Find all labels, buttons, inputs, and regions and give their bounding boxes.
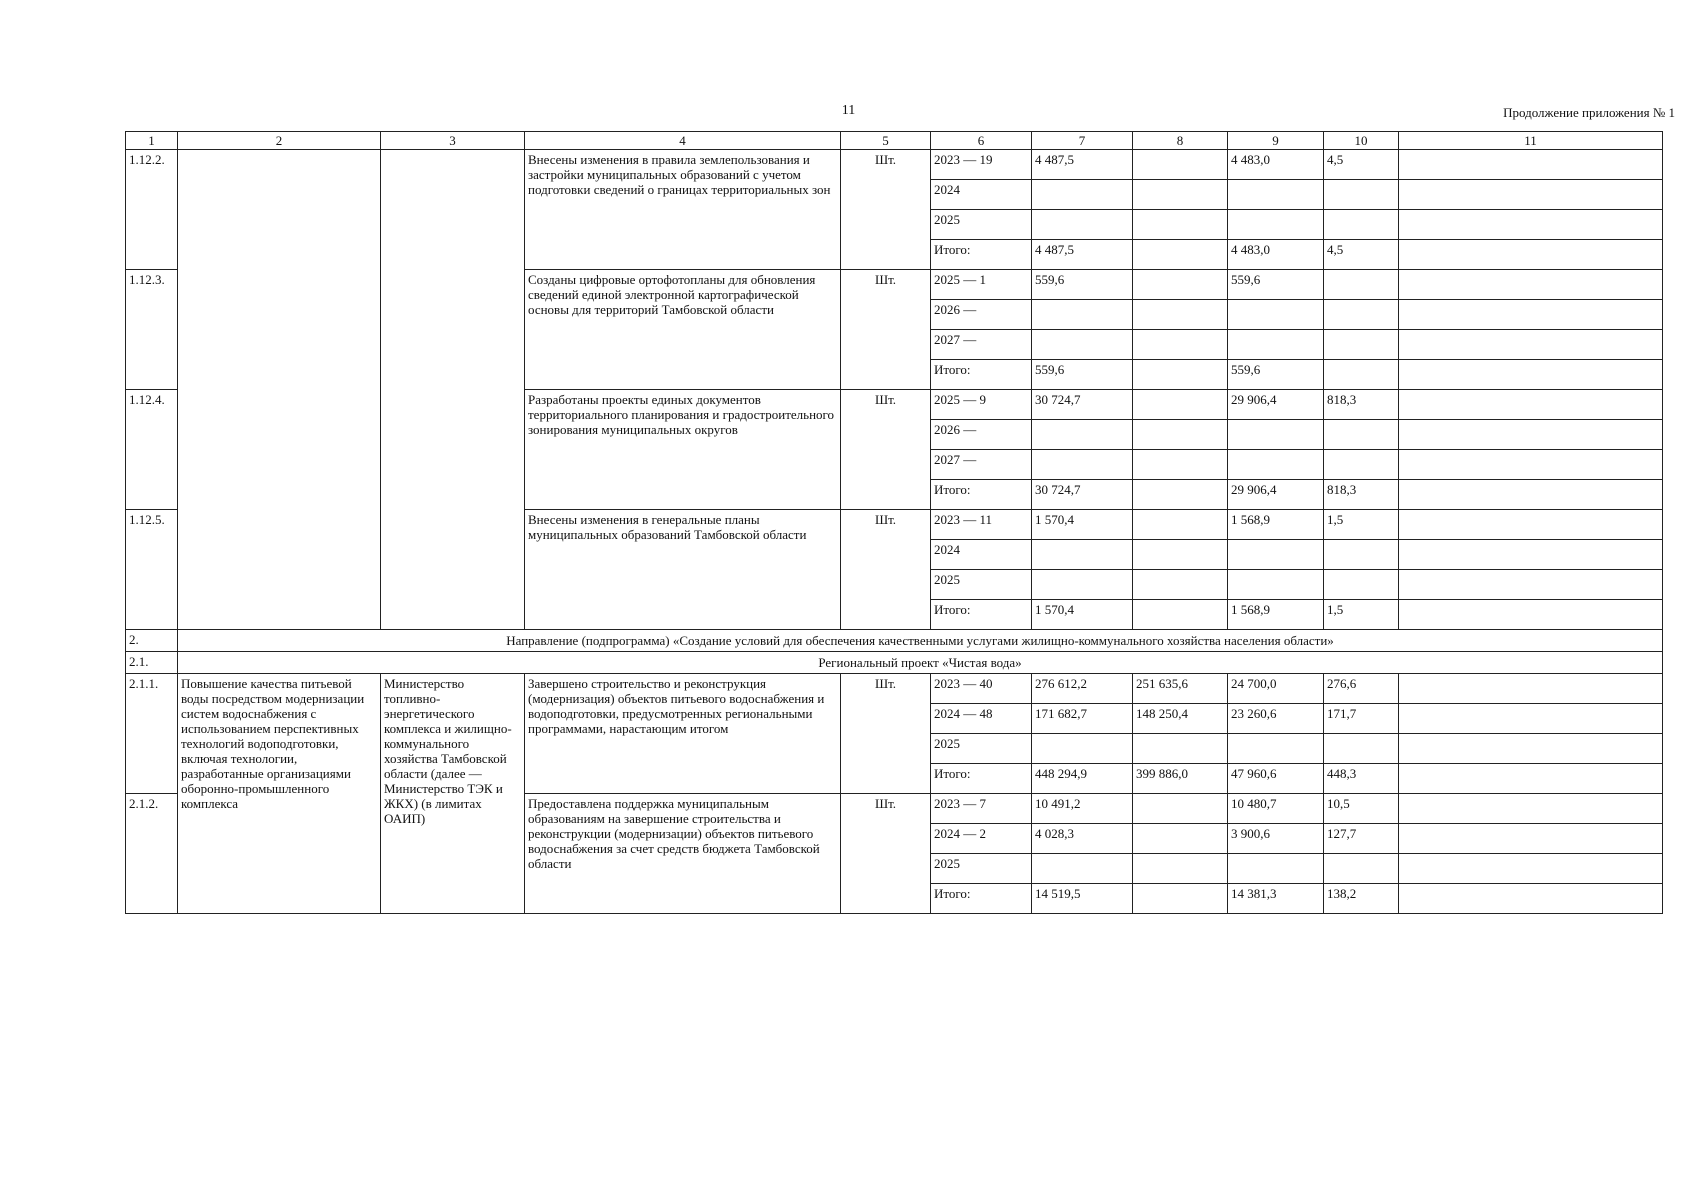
value-cell [1324, 210, 1399, 240]
value-cell: 276 612,2 [1032, 674, 1133, 704]
value-cell [1324, 450, 1399, 480]
table-row [126, 150, 1663, 180]
column-header: 1 [126, 132, 178, 150]
section-number: 2. [126, 630, 178, 652]
value-cell [1228, 180, 1324, 210]
event-name: Повышение качества питьевой воды посредством модернизации систем водоснабжения с использованием перспективных технологий водоподготовки, включая технологии, разработанные организациями оборонно-промышленного комплекса [178, 674, 381, 914]
value-cell [1133, 884, 1228, 914]
column-header: 7 [1032, 132, 1133, 150]
value-cell: 399 886,0 [1133, 764, 1228, 794]
col11-cell [1399, 734, 1663, 764]
value-cell: 4 483,0 [1228, 240, 1324, 270]
col11-cell [1399, 480, 1663, 510]
value-cell [1228, 300, 1324, 330]
value-cell [1133, 540, 1228, 570]
value-cell: 559,6 [1032, 270, 1133, 300]
row-number: 1.12.4. [126, 390, 178, 510]
year-cell: 2024 — 2 [931, 824, 1032, 854]
year-cell: 2025 — 9 [931, 390, 1032, 420]
value-cell: 29 906,4 [1228, 390, 1324, 420]
col11-cell [1399, 450, 1663, 480]
value-cell: 14 381,3 [1228, 884, 1324, 914]
col3-cell [381, 150, 525, 630]
value-cell: 3 900,6 [1228, 824, 1324, 854]
value-cell [1032, 180, 1133, 210]
year-cell: 2026 — [931, 420, 1032, 450]
value-cell [1324, 330, 1399, 360]
value-cell [1133, 300, 1228, 330]
result-description: Созданы цифровые ортофотопланы для обновления сведений единой электронной картографической основы для территорий Тамбовской области [525, 270, 841, 390]
value-cell [1133, 270, 1228, 300]
col11-cell [1399, 510, 1663, 540]
col11-cell [1399, 330, 1663, 360]
value-cell [1133, 210, 1228, 240]
value-cell: 29 906,4 [1228, 480, 1324, 510]
col11-cell [1399, 390, 1663, 420]
year-cell: 2025 [931, 734, 1032, 764]
col11-cell [1399, 854, 1663, 884]
value-cell: 4 028,3 [1032, 824, 1133, 854]
col11-cell [1399, 540, 1663, 570]
unit-cell: Шт. [841, 270, 931, 390]
year-cell: Итого: [931, 600, 1032, 630]
year-cell: 2023 — 40 [931, 674, 1032, 704]
value-cell [1228, 734, 1324, 764]
result-description: Внесены изменения в генеральные планы муниципальных образований Тамбовской области [525, 510, 841, 630]
col11-cell [1399, 794, 1663, 824]
unit-cell: Шт. [841, 674, 931, 794]
year-cell: 2024 [931, 540, 1032, 570]
column-header: 2 [178, 132, 381, 150]
value-cell [1228, 420, 1324, 450]
col11-cell [1399, 210, 1663, 240]
value-cell: 10 480,7 [1228, 794, 1324, 824]
column-header: 6 [931, 132, 1032, 150]
year-cell: Итого: [931, 240, 1032, 270]
value-cell [1228, 330, 1324, 360]
unit-cell: Шт. [841, 794, 931, 914]
col11-cell [1399, 360, 1663, 390]
column-header-row [126, 132, 1663, 150]
col11-cell [1399, 570, 1663, 600]
year-cell: Итого: [931, 480, 1032, 510]
col11-cell [1399, 240, 1663, 270]
col11-cell [1399, 270, 1663, 300]
value-cell [1032, 734, 1133, 764]
col11-cell [1399, 150, 1663, 180]
value-cell [1032, 450, 1133, 480]
result-description: Разработаны проекты единых документов территориального планирования и градостроительного зонирования муниципальных округов [525, 390, 841, 510]
value-cell: 448,3 [1324, 764, 1399, 794]
value-cell: 4,5 [1324, 240, 1399, 270]
value-cell [1228, 854, 1324, 884]
value-cell [1133, 734, 1228, 764]
year-cell: 2025 [931, 210, 1032, 240]
result-description: Предоставлена поддержка муниципальным образованиям на завершение строительства и реконструкции (модернизации) объектов питьевого водоснабжения за счет средств бюджета Тамбовской области [525, 794, 841, 914]
column-header: 11 [1399, 132, 1663, 150]
year-cell: 2027 — [931, 450, 1032, 480]
col11-cell [1399, 180, 1663, 210]
result-description: Завершено строительство и реконструкция (модернизация) объектов питьевого водоснабжения и водоподготовки, предусмотренных региональными программами, нарастающим итогом [525, 674, 841, 794]
value-cell [1133, 600, 1228, 630]
value-cell [1133, 360, 1228, 390]
value-cell: 559,6 [1228, 360, 1324, 390]
value-cell [1324, 360, 1399, 390]
col2-cell [178, 150, 381, 630]
value-cell [1133, 570, 1228, 600]
value-cell [1133, 420, 1228, 450]
value-cell: 1 570,4 [1032, 510, 1133, 540]
year-cell: 2024 — 48 [931, 704, 1032, 734]
value-cell: 559,6 [1032, 360, 1133, 390]
value-cell [1324, 270, 1399, 300]
value-cell: 10,5 [1324, 794, 1399, 824]
value-cell [1324, 180, 1399, 210]
value-cell [1032, 854, 1133, 884]
result-description: Внесены изменения в правила землепользования и застройки муниципальных образований с учетом подготовки сведений о границах территориальных зон [525, 150, 841, 270]
value-cell: 448 294,9 [1032, 764, 1133, 794]
value-cell: 23 260,6 [1228, 704, 1324, 734]
value-cell [1228, 570, 1324, 600]
value-cell [1133, 390, 1228, 420]
section-number: 2.1. [126, 652, 178, 674]
column-header: 5 [841, 132, 931, 150]
row-number: 2.1.2. [126, 794, 178, 914]
value-cell [1133, 240, 1228, 270]
direction-title: Направление (подпрограмма) «Создание условий для обеспечения качественными услугами жилищно-коммунального хозяйства населения области» [178, 630, 1663, 652]
row-number: 1.12.5. [126, 510, 178, 630]
value-cell [1133, 854, 1228, 884]
value-cell: 276,6 [1324, 674, 1399, 704]
value-cell [1324, 854, 1399, 884]
value-cell [1133, 180, 1228, 210]
value-cell [1324, 734, 1399, 764]
value-cell [1324, 300, 1399, 330]
column-header: 8 [1133, 132, 1228, 150]
col11-cell [1399, 884, 1663, 914]
value-cell [1324, 570, 1399, 600]
year-cell: 2023 — 19 [931, 150, 1032, 180]
value-cell: 148 250,4 [1133, 704, 1228, 734]
col11-cell [1399, 300, 1663, 330]
year-cell: 2025 [931, 854, 1032, 884]
value-cell: 1 568,9 [1228, 600, 1324, 630]
value-cell: 30 724,7 [1032, 390, 1133, 420]
value-cell [1133, 330, 1228, 360]
value-cell: 24 700,0 [1228, 674, 1324, 704]
col11-cell [1399, 420, 1663, 450]
col11-cell [1399, 764, 1663, 794]
regional-project-title-row [126, 652, 1663, 674]
table-row [126, 674, 1663, 704]
year-cell: Итого: [931, 360, 1032, 390]
direction-title-row [126, 630, 1663, 652]
value-cell [1133, 480, 1228, 510]
value-cell [1324, 540, 1399, 570]
row-number: 2.1.1. [126, 674, 178, 794]
value-cell: 4 483,0 [1228, 150, 1324, 180]
value-cell: 1,5 [1324, 600, 1399, 630]
value-cell [1133, 450, 1228, 480]
unit-cell: Шт. [841, 390, 931, 510]
row-number: 1.12.3. [126, 270, 178, 390]
column-header: 9 [1228, 132, 1324, 150]
col11-cell [1399, 824, 1663, 854]
column-header: 3 [381, 132, 525, 150]
value-cell [1228, 450, 1324, 480]
page-number: 11 [841, 103, 856, 118]
year-cell: 2023 — 7 [931, 794, 1032, 824]
value-cell: 559,6 [1228, 270, 1324, 300]
appendix-table [125, 131, 1663, 914]
col11-cell [1399, 600, 1663, 630]
column-header: 10 [1324, 132, 1399, 150]
value-cell: 47 960,6 [1228, 764, 1324, 794]
value-cell: 4,5 [1324, 150, 1399, 180]
value-cell: 4 487,5 [1032, 240, 1133, 270]
value-cell: 818,3 [1324, 480, 1399, 510]
value-cell: 1 570,4 [1032, 600, 1133, 630]
value-cell: 30 724,7 [1032, 480, 1133, 510]
value-cell: 4 487,5 [1032, 150, 1133, 180]
value-cell: 138,2 [1324, 884, 1399, 914]
year-cell: 2026 — [931, 300, 1032, 330]
value-cell: 10 491,2 [1032, 794, 1133, 824]
unit-cell: Шт. [841, 150, 931, 270]
value-cell [1133, 510, 1228, 540]
value-cell [1032, 300, 1133, 330]
value-cell: 171,7 [1324, 704, 1399, 734]
year-cell: 2025 [931, 570, 1032, 600]
column-header: 4 [525, 132, 841, 150]
unit-cell: Шт. [841, 510, 931, 630]
year-cell: 2027 — [931, 330, 1032, 360]
value-cell [1133, 824, 1228, 854]
value-cell [1133, 794, 1228, 824]
year-cell: 2024 [931, 180, 1032, 210]
value-cell [1032, 420, 1133, 450]
year-cell: 2025 — 1 [931, 270, 1032, 300]
responsible-executor: Министерство топливно-энергетического комплекса и жилищно-коммунального хозяйства Тамбовской области (далее — Министерство ТЭК и ЖКХ) (в лимитах ОАИП) [381, 674, 525, 914]
value-cell: 1 568,9 [1228, 510, 1324, 540]
value-cell [1228, 540, 1324, 570]
year-cell: 2023 — 11 [931, 510, 1032, 540]
value-cell: 14 519,5 [1032, 884, 1133, 914]
value-cell: 1,5 [1324, 510, 1399, 540]
regional-project-title: Региональный проект «Чистая вода» [178, 652, 1663, 674]
value-cell [1032, 540, 1133, 570]
value-cell [1032, 210, 1133, 240]
value-cell [1133, 150, 1228, 180]
value-cell [1032, 570, 1133, 600]
col11-cell [1399, 704, 1663, 734]
value-cell: 251 635,6 [1133, 674, 1228, 704]
year-cell: Итого: [931, 764, 1032, 794]
value-cell [1228, 210, 1324, 240]
row-number: 1.12.2. [126, 150, 178, 270]
value-cell: 818,3 [1324, 390, 1399, 420]
continuation-note: Продолжение приложения № 1 [1503, 105, 1675, 120]
value-cell: 127,7 [1324, 824, 1399, 854]
year-cell: Итого: [931, 884, 1032, 914]
col11-cell [1399, 674, 1663, 704]
value-cell [1324, 420, 1399, 450]
value-cell [1032, 330, 1133, 360]
value-cell: 171 682,7 [1032, 704, 1133, 734]
